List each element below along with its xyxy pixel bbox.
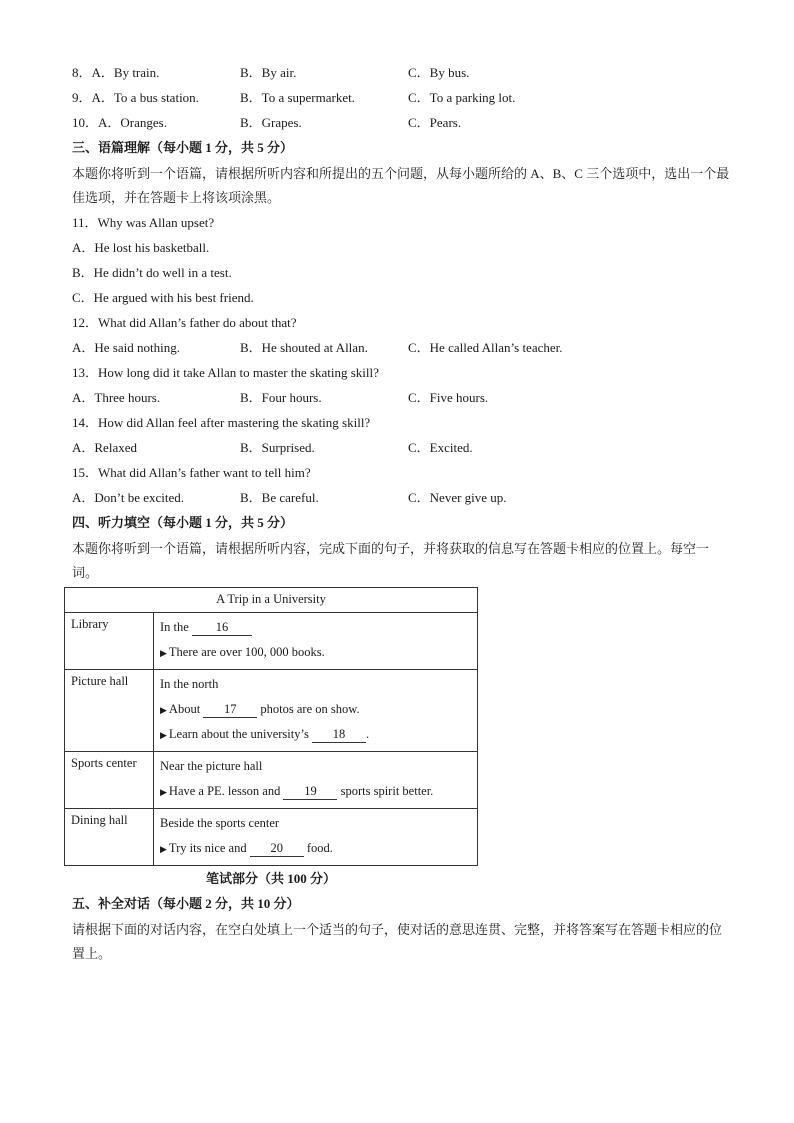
info-cell: Near the picture hall ▶ Have a PE. lesson and 19 sports spirit better. bbox=[154, 752, 478, 809]
question-13-options bbox=[72, 387, 732, 412]
option-a: A．Don’t be excited. bbox=[72, 490, 185, 505]
exam-page bbox=[72, 62, 732, 968]
question-10 bbox=[72, 112, 732, 137]
table-row-sports-center bbox=[65, 752, 478, 809]
section-3-title: 三、语篇理解（每小题 1 分，共 5 分） bbox=[72, 140, 294, 155]
option-c: C．To a parking lot. bbox=[408, 90, 516, 105]
question-number: 10． bbox=[72, 115, 99, 130]
triangle-bullet-icon: ▶ bbox=[160, 648, 167, 658]
place-cell: Sports center bbox=[65, 752, 154, 809]
written-part-heading: 笔试部分（共 100 分） bbox=[205, 871, 336, 886]
option-c: C．Pears. bbox=[408, 115, 462, 130]
option-b: B．Four hours. bbox=[240, 390, 322, 405]
option-b: B．Surprised. bbox=[240, 440, 315, 455]
table-row-picture-hall bbox=[65, 670, 478, 752]
place-cell: Picture hall bbox=[65, 670, 154, 752]
info-cell: In the 16 ▶ There are over 100, 000 books. bbox=[154, 613, 478, 670]
section-3-instructions: 本题你将听到一个语篇，请根据所听内容和所提出的五个问题，从每小题所给的 A、B、C 三个选项中，选出一个最佳选项，并在答题卡上将该项涂黑。 bbox=[72, 166, 730, 205]
question-9 bbox=[72, 87, 732, 112]
question-15-options bbox=[72, 487, 732, 512]
table-title: A Trip in a University bbox=[65, 588, 478, 613]
info-cell: Beside the sports center ▶ Try its nice and 20 food. bbox=[154, 809, 478, 866]
option-b: B．Grapes. bbox=[240, 115, 302, 130]
place-cell: Dining hall bbox=[65, 809, 154, 866]
option-a: A．By train. bbox=[91, 65, 160, 80]
section-5-title: 五、补全对话（每小题 2 分，共 10 分） bbox=[72, 896, 300, 911]
table-row-dining-hall bbox=[65, 809, 478, 866]
info-cell: In the north ▶ About 17 photos are on show. ▶ Learn about the university’s 18 . bbox=[154, 670, 478, 752]
option-c: C．Excited. bbox=[408, 440, 473, 455]
triangle-bullet-icon: ▶ bbox=[160, 787, 167, 797]
table-row-library bbox=[65, 613, 478, 670]
option-c: C．Never give up. bbox=[408, 490, 507, 505]
triangle-bullet-icon: ▶ bbox=[160, 730, 167, 740]
question-number: 8． bbox=[72, 65, 92, 80]
question-14-options bbox=[72, 437, 732, 462]
question-number: 9． bbox=[72, 90, 92, 105]
answer-blank-19: 19 bbox=[283, 783, 337, 800]
option-c: C．By bus. bbox=[408, 65, 470, 80]
option-b: B．To a supermarket. bbox=[240, 90, 355, 105]
option-b: B．He shouted at Allan. bbox=[240, 340, 368, 355]
answer-blank-17: 17 bbox=[203, 701, 257, 718]
triangle-bullet-icon: ▶ bbox=[160, 705, 167, 715]
place-cell: Library bbox=[65, 613, 154, 670]
question-13-stem: 13．How long did it take Allan to master the skating skill? bbox=[72, 365, 379, 380]
option-b: B．By air. bbox=[240, 65, 297, 80]
option-a: A．Oranges. bbox=[98, 115, 167, 130]
question-15-stem: 15．What did Allan’s father want to tell him? bbox=[72, 465, 311, 480]
option-a: A．He said nothing. bbox=[72, 340, 180, 355]
question-11-option-c: C．He argued with his best friend. bbox=[72, 290, 254, 305]
option-a: A．Relaxed bbox=[72, 440, 137, 455]
question-14-stem: 14．How did Allan feel after mastering the skating skill? bbox=[72, 415, 371, 430]
section-5-instructions: 请根据下面的对话内容，在空白处填上一个适当的句子，使对话的意思连贯、完整，并将答案写在答题卡相应的位置上。 bbox=[72, 922, 723, 961]
answer-blank-18: 18 bbox=[312, 726, 366, 743]
question-8 bbox=[72, 62, 732, 87]
triangle-bullet-icon: ▶ bbox=[160, 844, 167, 854]
question-12-options bbox=[72, 337, 732, 362]
question-11-option-a: A．He lost his basketball. bbox=[72, 240, 210, 255]
question-12-stem: 12．What did Allan’s father do about that? bbox=[72, 315, 297, 330]
option-a: A．To a bus station. bbox=[91, 90, 199, 105]
trip-table bbox=[64, 587, 478, 866]
option-c: C．He called Allan’s teacher. bbox=[408, 340, 563, 355]
answer-blank-16: 16 bbox=[192, 619, 252, 636]
question-11-stem: 11．Why was Allan upset? bbox=[72, 215, 215, 230]
section-4-instructions: 本题你将听到一个语篇，请根据所听内容，完成下面的句子，并将获取的信息写在答题卡相应的位置上。每空一词。 bbox=[72, 541, 710, 580]
option-c: C．Five hours. bbox=[408, 390, 489, 405]
option-b: B．Be careful. bbox=[240, 490, 319, 505]
option-a: A．Three hours. bbox=[72, 390, 161, 405]
answer-blank-20: 20 bbox=[250, 840, 304, 857]
question-11-option-b: B．He didn’t do well in a test. bbox=[72, 265, 232, 280]
section-4-title: 四、听力填空（每小题 1 分，共 5 分） bbox=[72, 515, 294, 530]
